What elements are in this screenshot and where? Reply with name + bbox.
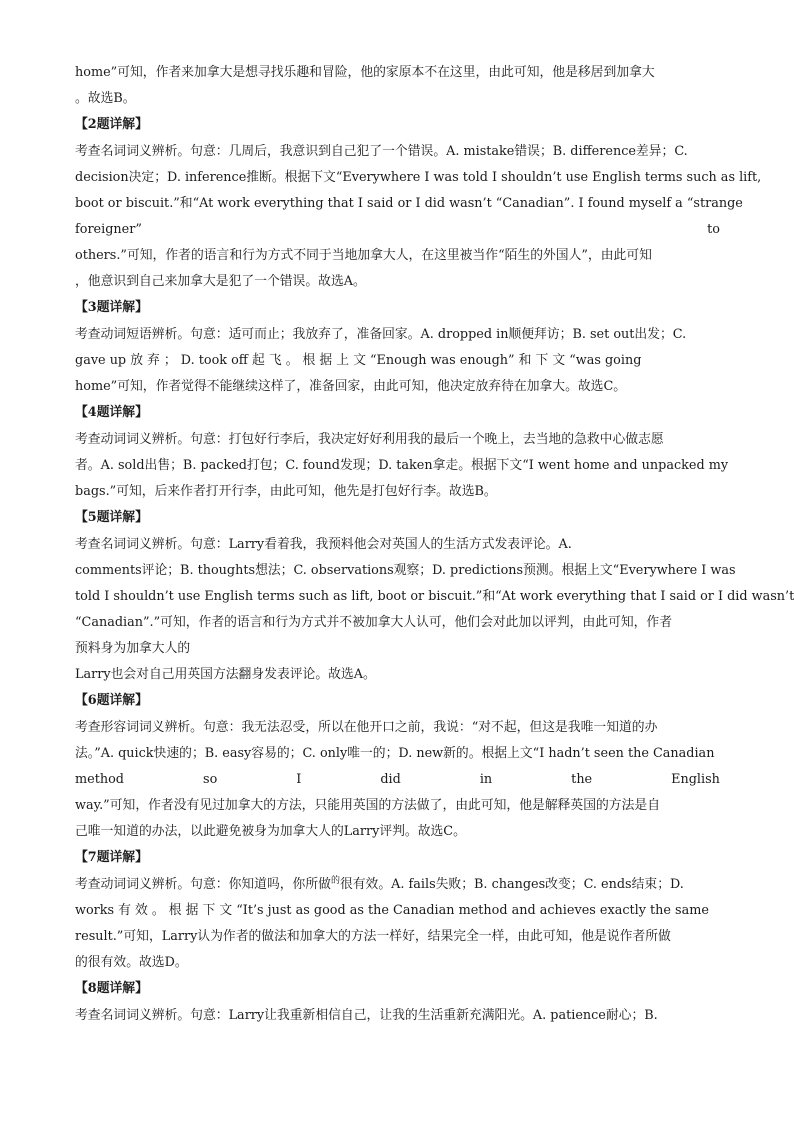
section-heading: 【6题详解】	[75, 693, 148, 708]
text-line: decision决定；D. inference推断。根据下文“Everywhere I was told I shouldn’t use English terms such as lift,	[75, 170, 762, 185]
text-line: 的很有效。故选D。	[75, 955, 188, 970]
section-heading: 【4题详解】	[75, 405, 148, 420]
section-heading: 【8题详解】	[75, 981, 148, 996]
word: did	[380, 772, 401, 787]
text-line: 考查名词词义辨析。句意：Larry看着我，我预料他会对英国人的生活方式发表评论。A.	[75, 537, 572, 552]
text-line: 者。A. sold出售；B. packed打包；C. found发现；D. taken拿走。根据下文“I went home and unpacked my	[75, 458, 729, 473]
word: to	[707, 222, 720, 237]
text-line: ，他意识到自己来加拿大是犯了一个错误。故选A。	[75, 274, 366, 289]
document-page	[75, 60, 794, 1029]
text-fragment: 很有效。A. fails失败；B. changes改变；C. ends结束；D.	[339, 877, 684, 892]
word: foreigner”	[75, 222, 142, 237]
text-line: Larry也会对自己用英国方法翻身发表评论。故选A。	[75, 667, 376, 682]
word: I	[296, 772, 302, 787]
word: method	[75, 772, 124, 787]
text-line: gave up 放 弃 ； D. took off 起 飞 。 根 据 上 文 “Enough was enough” 和 下 文 “was going	[75, 353, 642, 368]
text-line: way.”可知，作者没有见过加拿大的方法，只能用英国的方法做了，由此可知，他是解释英国的方法是自	[75, 798, 660, 813]
text-line: 考查名词词义辨析。句意：Larry让我重新相信自己，让我的生活重新充满阳光。A. patience耐心；B.	[75, 1008, 658, 1023]
text-fragment: 考查动词词义辨析。句意：你知道吗，你所做	[75, 877, 331, 892]
word: the	[571, 772, 593, 787]
text-line	[75, 767, 720, 793]
section-heading: 【5题详解】	[75, 510, 148, 525]
text-line: told I shouldn’t use English terms such as lift, boot or biscuit.”和“At work everything that I said or I did wasn’t	[75, 589, 794, 604]
section-heading: 【3题详解】	[75, 300, 148, 315]
text-line: 考查名词词义辨析。句意：几周后，我意识到自己犯了一个错误。A. mistake错误；B. difference差异；C.	[75, 144, 688, 159]
text-line: bags.”可知，后来作者打开行李，由此可知，他先是打包好行李。故选B。	[75, 484, 497, 499]
text-line	[75, 872, 720, 898]
text-line: home”可知，作者觉得不能继续这样了，准备回家，由此可知，他决定放弃待在加拿大。故选C。	[75, 379, 627, 394]
text-line: works 有 效 。 根 据 下 文 “It’s just as good as the Canadian method and achieves exactly the same	[75, 903, 709, 918]
section-heading: 【7题详解】	[75, 850, 148, 865]
word: in	[479, 772, 493, 787]
superscript-char: 的	[330, 876, 340, 886]
text-line: 预料身为加拿大人的	[75, 641, 191, 656]
text-line: 法。”A. quick快速的；B. easy容易的；C. only唯一的；D. new新的。根据上文“I hadn’t seen the Canadian	[75, 746, 715, 761]
text-line: result.”可知，Larry认为作者的做法和加拿大的方法一样好，结果完全一样，由此可知，他是说作者所做	[75, 929, 671, 944]
text-line	[75, 217, 720, 243]
text-line: comments评论；B. thoughts想法；C. observations观察；D. predictions预测。根据上文“Everywhere I was	[75, 563, 736, 578]
word: English	[671, 772, 720, 787]
text-line: 。故选B。	[75, 91, 136, 106]
text-line: 己唯一知道的办法，以此避免被身为加拿大人的Larry评判。故选C。	[75, 824, 466, 839]
text-line: 考查动词短语辨析。句意：适可而止；我放弃了，准备回家。A. dropped in顺便拜访；B. set out出发；C.	[75, 327, 687, 342]
text-line: boot or biscuit.”和“At work everything that I said or I did wasn’t “Canadian”. I found myself a “strange	[75, 196, 743, 211]
text-line: 考查动词词义辨析。句意：打包好行李后，我决定好好利用我的最后一个晚上，去当地的急救中心做志愿	[75, 432, 664, 447]
section-heading: 【2题详解】	[75, 117, 148, 132]
word: so	[203, 772, 218, 787]
text-line: “Canadian”.”可知，作者的语言和行为方式并不被加拿大人认可，他们会对此加以评判，由此可知，作者	[75, 615, 673, 630]
text-line: home”可知，作者来加拿大是想寻找乐趣和冒险，他的家原本不在这里，由此可知，他是移居到加拿大	[75, 65, 655, 80]
text-line: others.”可知，作者的语言和行为方式不同于当地加拿大人，在这里被当作“陌生的外国人”，由此可知	[75, 248, 652, 263]
text-line: 考查形容词词义辨析。句意：我无法忍受，所以在他开口之前，我说：“对不起，但这是我唯一知道的办	[75, 720, 658, 735]
